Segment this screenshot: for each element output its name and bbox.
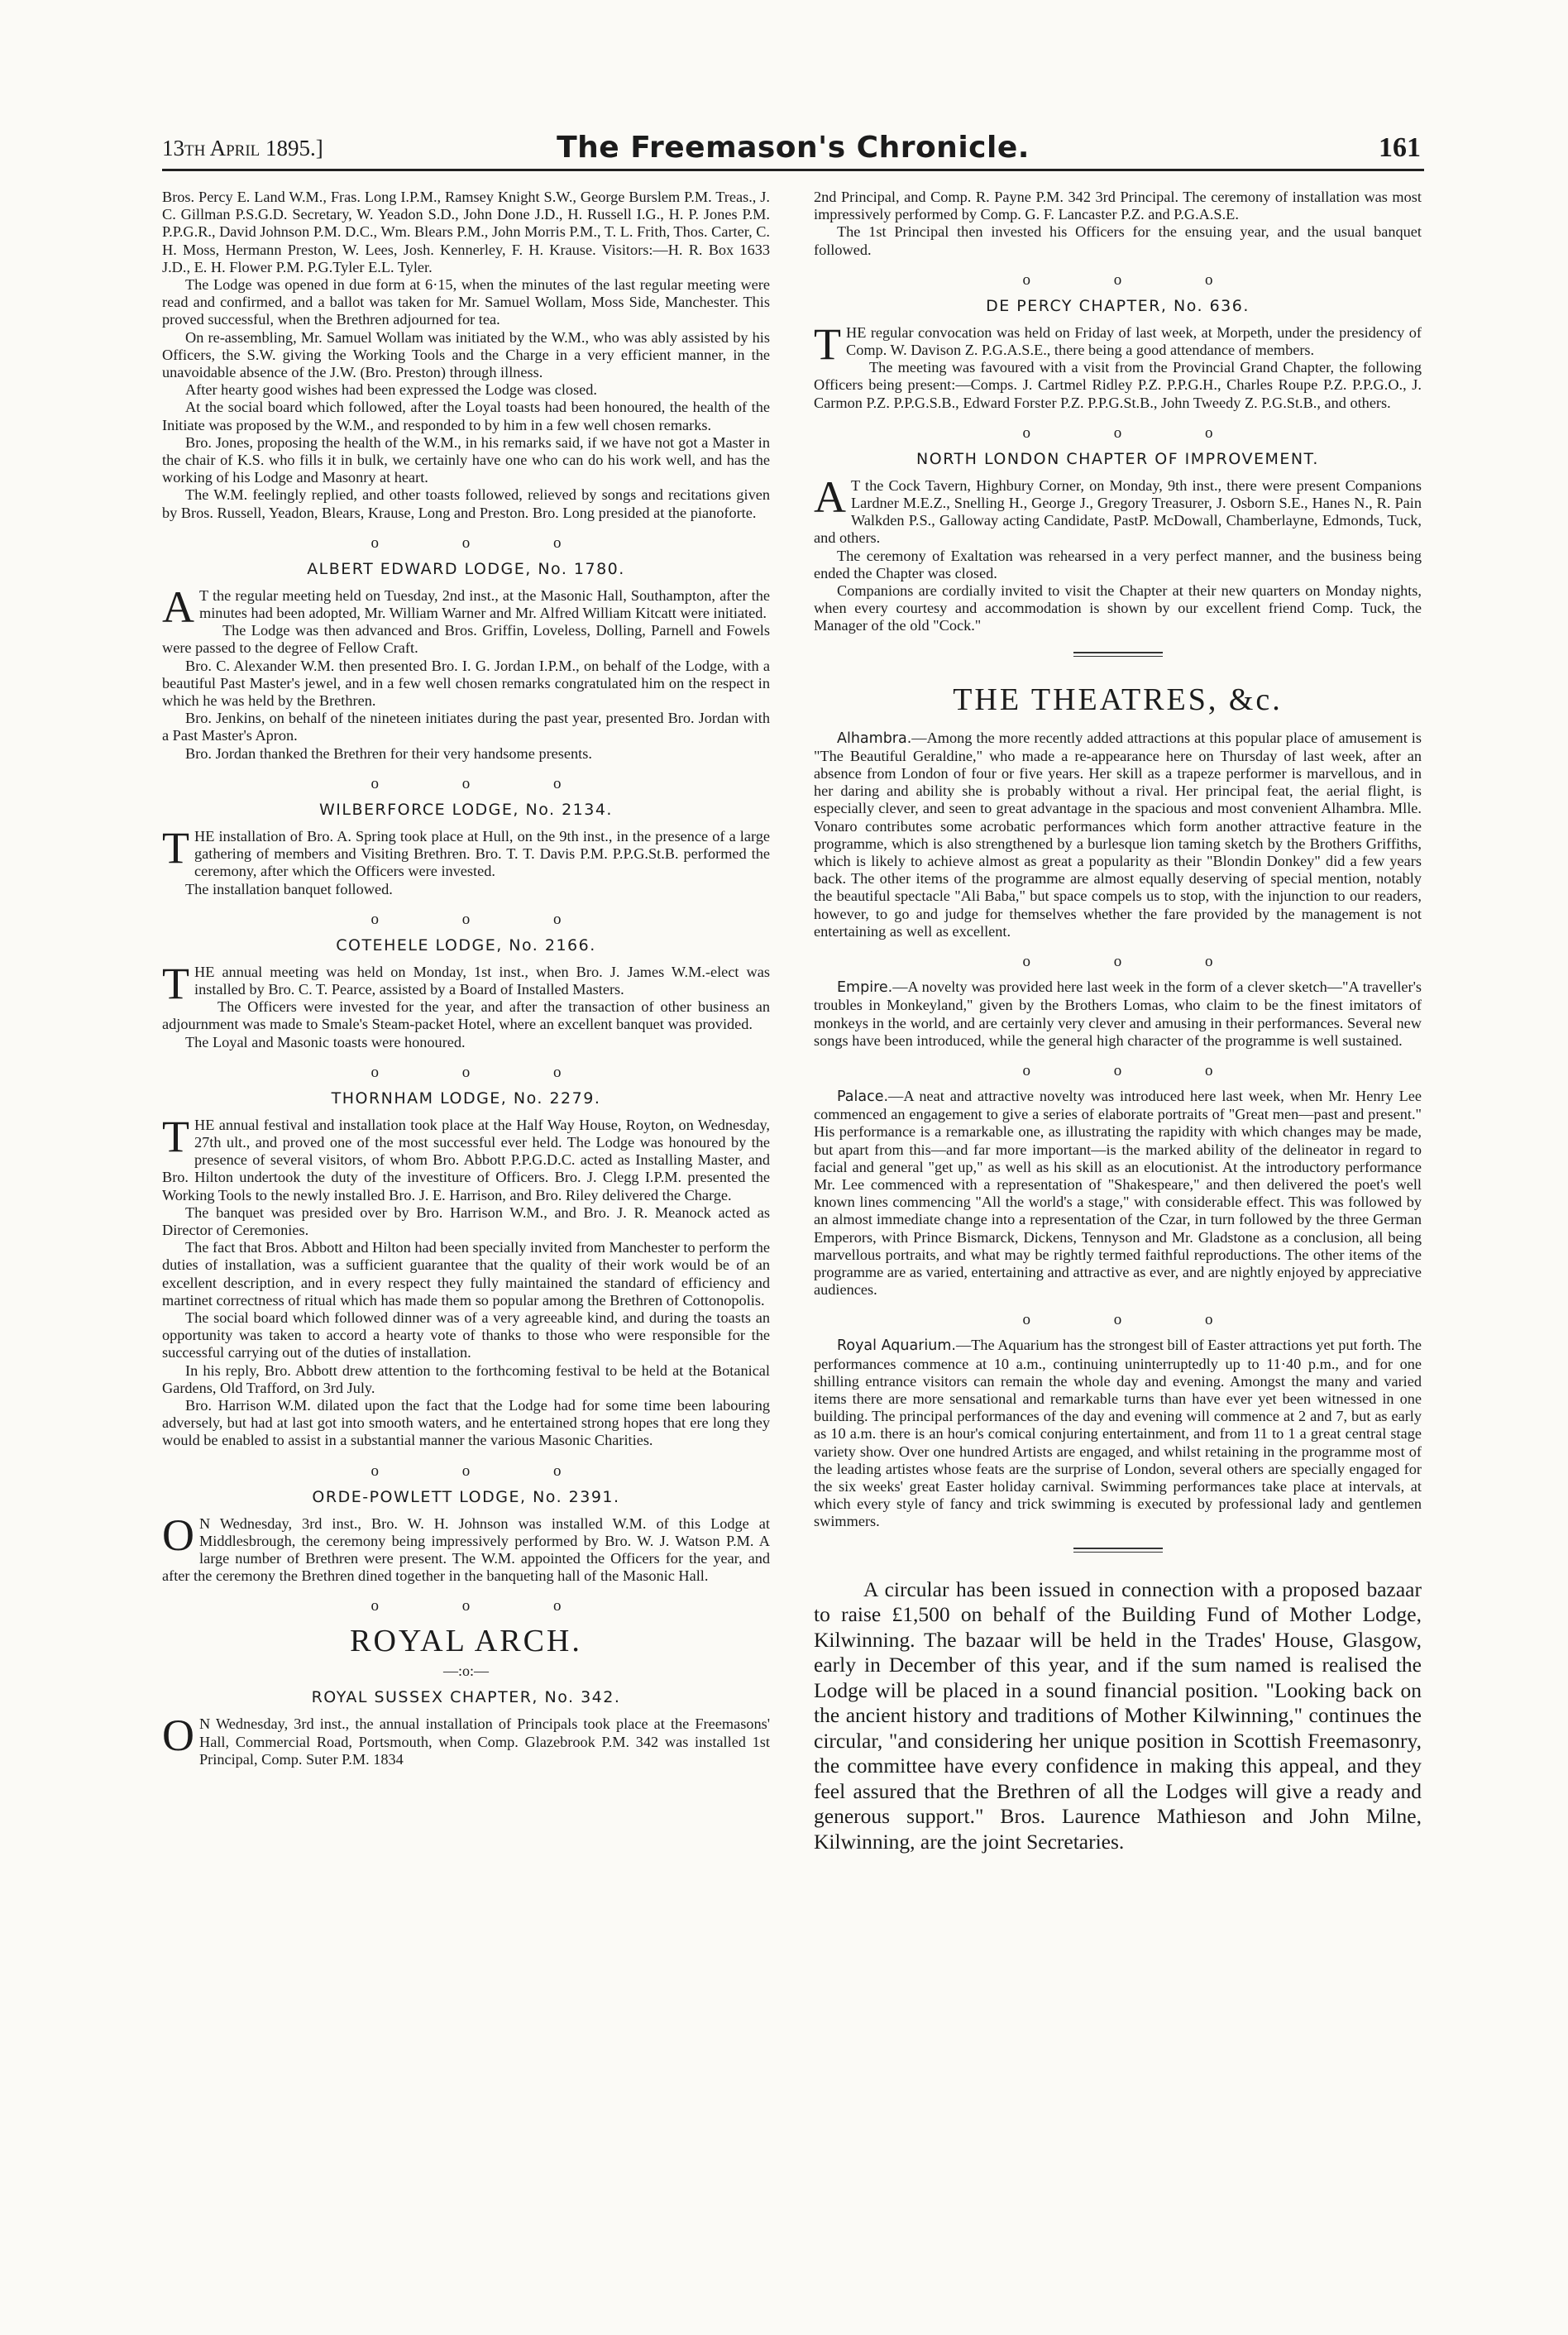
theatres-title: THE THEATRES, &c.	[953, 682, 1283, 717]
section-separator: o o o	[370, 1063, 601, 1081]
article-paragraph: Bro. Jordan thanked the Brethren for their very handsome presents.	[185, 744, 592, 762]
article-paragraph: The W.M. feelingly replied, and other toasts followed, relieved by songs and recitations given by Bros. Russell, Yeadon, Blears, Krause, Long and Preston. Bro. Long presided at the pianoforte.	[162, 486, 770, 521]
drop-cap: T	[814, 318, 841, 369]
section-separator: o o o	[1022, 953, 1253, 971]
article-paragraph: Bro. Jones, proposing the health of the W.M., in his remarks said, if we have not got a Master in the chair of K.S. who fills it in bulk, we certainly have one who can do his work well, and has the working of his Lodge and Masonry at heart.	[162, 433, 770, 486]
article-paragraph: O N Wednesday, 3rd inst., Bro. W. H. Johnson was installed W.M. of this Lodge at Middlesbrough, the ceremony being impressively performed by Bro. W. J. Watson P.M. A large number of Brethren were present. The W.M. appointed the Officers for the year, and after the ceremony the Brethren dined together in the banqueting hall of the Masonic Hall.	[162, 1510, 770, 1585]
article-paragraph: O N Wednesday, 3rd inst., the annual installation of Principals took place at the Freemasons' Hall, Commercial Road, Portsmouth, when Comp. Glazebrook P.M. 342 was installed 1st Principal, Comp. Suter P.M. 1834	[162, 1711, 770, 1768]
drop-cap: O	[162, 1510, 194, 1560]
article-paragraph: The Loyal and Masonic toasts were honoured.	[185, 1033, 466, 1050]
article-paragraph: Alhambra.—Among the more recently added attractions at this popular place of amusement is "The Beautiful Geraldine," who made a re-appearance here on Thursday of last week, after an absence from London of four or five years. Her skill as a trapeze performer is marvellous, and in her daring and ability she is probably without a rival. Her principal feat, the aerial flight, is especially clever, and seen to great advantage in the spacious and most convenient Alhambra. Mlle. Vonaro contributes some acrobatic performances which form another attractive feature in the programme, which is also strengthened by a burlesque lion taming sketch by the Brothers Griffiths, which is likely to achieve almost as great a popularity as their "Blondin Donkey" did a few years back. The other items of the programme are almost equally deserving of special mention, notably the beautiful spectacle "Ali Baba," but space compels us to stop, with the injunction to our readers, however, to go and judge for themselves whether the fare provided by the management is not entertaining as well as excellent.	[814, 729, 1422, 940]
article-paragraph: At the social board which followed, after the Loyal toasts had been honoured, the health of the Initiate was proposed by the W.M., and responded to by him in a few well chosen remarks.	[162, 399, 770, 433]
article-paragraph: THE installation of Bro. A. Spring took place at Hull, on the 9th inst., in the presence of a large gathering of members and Visiting Brethren. Bro. T. T. Davis P.M. P.P.G.St.B. performed the ceremony, after which the Officers were invested.	[162, 822, 770, 880]
article-paragraph: THE regular convocation was held on Friday of last week, at Morpeth, under the presidency of Comp. W. Davison Z. P.G.A.S.E., there being a good attendance of members.	[814, 318, 1422, 369]
section-separator: o o o	[370, 774, 601, 792]
article-paragraph: Bros. Percy E. Land W.M., Fras. Long I.P.M., Ramsey Knight S.W., George Burslem P.M. Treas., J. C. Gillman P.S.G.D. Secretary, W. Yeadon S.D., John Done J.D., H. Russell I.G., H. P. Jones P.M. P.P.G.R., David Johnson P.M. D.C., Wm. Blears P.M., John Morris P.M., T. L. Frith, Thos. Carter, C. H. Moss, Hermann Preston, W. Lees, Josh. Kennerley, F. H. Krause. Visitors:—H. R. Box 1633 J.D., E. H. Flower P.M. P.G.Tyler E.L. Tyler.	[162, 189, 770, 275]
title-ornament: —:o:—	[442, 1663, 489, 1680]
section-rule	[1073, 1548, 1163, 1553]
article-paragraph: THE annual festival and installation took place at the Half Way House, Royton, on Wednesday, 27th ult., and proved one of the most successful ever held. The Lodge was honoured by the presence of several visitors, of whom Bro. Abbott P.P.G.D.C. acted as Installing Master, and Bro. Hilton undertook the duty of the investiture of Officers. Bro. J. Clegg I.P.M. presented the Working Tools to the newly installed Bro. J. E. Harrison, and Bro. Riley delivered the Charge.	[162, 1111, 770, 1203]
issue-date: 13th April 1895.]	[162, 136, 323, 160]
section-heading: WILBERFORCE LODGE, No. 2134.	[319, 800, 613, 819]
section-heading: DE PERCY CHAPTER, No. 636.	[986, 296, 1250, 315]
article-paragraph: The installation banquet followed.	[185, 880, 393, 897]
section-heading: ALBERT EDWARD LODGE, No. 1780.	[307, 559, 625, 578]
article-paragraph: Companions are cordially invited to visit the Chapter at their new quarters on Monday nights, when every courtesy and accommodation is shown by our excellent friend Comp. Tuck, the Manager of the old "Cock."	[814, 582, 1422, 634]
article-paragraph: Bro. Jenkins, on behalf of the nineteen initiates during the past year, presented Bro. Jordan with a Past Master's Apron.	[162, 710, 770, 744]
article-paragraph: Royal Aquarium.—The Aquarium has the strongest bill of Easter attractions yet put forth. The performances commence at 10 a.m., continuing uninterruptedly up to 11·40 p.m., and for one shilling entrance visitors can remain the whole day and evening. Amongst the many and varied items there are more sensational and remarkable turns than have ever yet been witnessed in one building. The principal performances of the day and evening will commence at 2 and 7, but as early as 10 a.m. there is an hour's comical conjuring entertainment, and from 11 to 1 a great central stage variety show. Over one hundred Artists are engaged, and whilst retaining in the programme most of the leading artistes whose feats are the surprise of London, several others are specially engaged for the six weeks' great Easter holiday carnival. Swimming performances take place at intervals, at which every style of fancy and trick swimming is executed by professional lady and gentlemen swimmers.	[814, 1337, 1422, 1530]
venue-lead: Palace.	[837, 1088, 889, 1105]
article-paragraph: THE annual meeting was held on Monday, 1st inst., when Bro. J. James W.M.-elect was installed by Bro. C. T. Pearce, assisted by a Board of Installed Masters.	[162, 958, 770, 1008]
venue-lead: Royal Aquarium.	[837, 1337, 956, 1355]
article-paragraph: Palace.—A neat and attractive novelty was introduced here last week, when Mr. Henry Lee commenced an engagement to give a series of elaborate portraits of "Great men—past and present." His performance is a remarkable one, as illustrating the rapidity with which changes may be made, but apart from this—and far more important—is the marked ability of the delineator in regard to facial and general "get up," as well as his skill as an elocutionist. At the introductory performance Mr. Lee commenced with a representation of "Shakespeare," and then delivered the poet's well known lines commencing "All the world's a stage," with considerable effect. This was followed by an almost immediate change into a representation of the Czar, in turn followed by the three German Emperors, with Prince Bismarck, Dickens, Tennyson and Mr. Gladstone as a conclusion, all being marvellous portraits, and what may be rightly termed faithful reproductions. The other items of the programme are as varied, entertaining and attractive as ever, and are nightly enjoyed by appreciative audiences.	[814, 1087, 1422, 1299]
section-separator: o o o	[370, 1462, 601, 1480]
page-number: 161	[1379, 132, 1421, 163]
section-separator: o o o	[1022, 1061, 1253, 1079]
article-paragraph: The Lodge was opened in due form at 6·15, when the minutes of the last regular meeting were read and confirmed, and a ballot was taken for Mr. Samuel Wollam, Moss Side, Manchester. This proved successful, when the Brethren adjourned for tea.	[162, 276, 770, 328]
section-separator: o o o	[1022, 423, 1253, 442]
article-paragraph: The fact that Bros. Abbott and Hilton had been specially invited from Manchester to perform the duties of installation, was a sufficient guarantee that the quality of their work would be of an excellent description, and in every respect they fully maintained the standard of efficiency and martinet correctness of ritual which has made them so popular among the Brethren of Cottonopolis.	[162, 1239, 770, 1309]
article-paragraph: Bro. C. Alexander W.M. then presented Bro. I. G. Jordan I.P.M., on behalf of the Lodge, with a beautiful Past Master's jewel, and in a few well chosen remarks congratulated him on the respect in which he was held by the Brethren.	[162, 657, 770, 710]
drop-cap: O	[162, 1711, 194, 1761]
section-rule	[1073, 652, 1163, 657]
article-paragraph: The meeting was favoured with a visit from the Provincial Grand Chapter, the following Officers being present:—Comps. J. Cartmel Ridley P.Z. P.P.G.H., Charles Roupe P.Z. P.P.G.O., J. Carmon P.Z. P.P.G.S.B., Edward Forster P.Z. P.P.G.St.B., John Tweedy Z. P.G.St.B., and others.	[814, 359, 1422, 411]
article-paragraph: On re-assembling, Mr. Samuel Wollam was initiated by the W.M., who was ably assisted by his Officers, the S.W. giving the Working Tools and the Charge in a very efficient manner, in the unavoidable absence of the J.W. (Bro. Preston) through illness.	[162, 328, 770, 381]
section-heading: THORNHAM LODGE, No. 2279.	[331, 1089, 601, 1108]
royal-arch-title: ROYAL ARCH.	[350, 1624, 582, 1659]
section-heading: NORTH LONDON CHAPTER OF IMPROVEMENT.	[916, 449, 1319, 468]
drop-cap: T	[162, 822, 189, 873]
circular-paragraph: A circular has been issued in connection with a proposed bazaar to raise £1,500 on behalf of the Building Fund of Mother Lodge, Kilwinning. The bazaar will be held in the Trades' House, Glasgow, early in December of this year, and if the sum named is realised the Lodge will be placed in a sound financial position. "Looking back on the ancient history and traditions of Mother Kilwinning," continues the circular, "and considering her unique position in Scottish Freemasonry, the committee have every confidence in making this appeal, and they feel assured that the Brethren of all the Lodges will give a ready and generous support." Bros. Laurence Mathieson and John Milne, Kilwinning, are the joint Secretaries.	[814, 1577, 1422, 1854]
article-paragraph: 2nd Principal, and Comp. R. Payne P.M. 342 3rd Principal. The ceremony of installation was most impressively performed by Comp. G. F. Lancaster P.Z. and P.G.A.S.E.	[814, 189, 1422, 223]
article-paragraph: The 1st Principal then invested his Officers for the ensuing year, and the usual banquet followed.	[814, 223, 1422, 258]
venue-lead: Empire.	[837, 979, 893, 997]
left-column	[162, 189, 770, 1768]
article-paragraph: A T the Cock Tavern, Highbury Corner, on Monday, 9th inst., there were present Companions Lardner M.E.Z., Snelling H., George J., Gregory Treasurer, J. Osborn S.E., Hanes N., R. Pain Walkden P.S., Galloway acting Candidate, PastP. McDowall, Chamberlayne, Edmonds, Tuck, and others.	[814, 471, 1422, 547]
section-separator: o o o	[370, 910, 601, 928]
section-separator: o o o	[1022, 270, 1253, 289]
drop-cap: A	[814, 471, 846, 522]
article-paragraph: The social board which followed dinner was of a very agreeable kind, and during the toasts an opportunity was taken to accord a hearty vote of thanks to those who were responsible for the successful carrying out of the duties of installation.	[162, 1309, 770, 1361]
page-header	[162, 131, 1424, 171]
drop-cap: T	[162, 1111, 189, 1161]
venue-lead: Alhambra.	[837, 730, 912, 747]
article-paragraph: The Officers were invested for the year, and after the transaction of other business an adjournment was made to Smale's Steam-packet Hotel, where an excellent banquet was provided.	[162, 998, 770, 1033]
article-paragraph: The ceremony of Exaltation was rehearsed in a very perfect manner, and the business being ended the Chapter was closed.	[814, 547, 1422, 581]
article-paragraph: Empire.—A novelty was provided here last week in the form of a clever sketch—"A traveller's troubles in Monkeyland," given by the Brothers Lomas, who claim to be the finest imitators of monkeys in the world, and are certainly very clever and amusing in their performances. Several new songs have been introduced, while the general high character of the programme is well sustained.	[814, 978, 1422, 1049]
masthead-title: The Freemason's Chronicle.	[557, 131, 1030, 165]
drop-cap: A	[162, 581, 194, 632]
section-heading: ORDE-POWLETT LODGE, No. 2391.	[312, 1487, 620, 1506]
section-separator: o o o	[1022, 1311, 1253, 1329]
right-column	[814, 189, 1422, 1854]
section-separator: o o o	[370, 534, 601, 552]
section-heading: ROYAL SUSSEX CHAPTER, No. 342.	[311, 1688, 621, 1707]
section-separator: o o o	[370, 1597, 601, 1615]
drop-cap: T	[162, 958, 189, 1008]
article-paragraph: After hearty good wishes had been expressed the Lodge was closed.	[185, 381, 598, 399]
section-heading: COTEHELE LODGE, No. 2166.	[336, 935, 596, 955]
article-paragraph: The banquet was presided over by Bro. Harrison W.M., and Bro. J. R. Meanock acted as Director of Ceremonies.	[162, 1203, 770, 1238]
article-paragraph: In his reply, Bro. Abbott drew attention to the forthcoming festival to be held at the Botanical Gardens, Old Trafford, on 3rd July.	[162, 1361, 770, 1396]
article-paragraph: The Lodge was then advanced and Bros. Griffin, Loveless, Dolling, Parnell and Fowels were passed to the degree of Fellow Craft.	[162, 622, 770, 657]
article-paragraph: A T the regular meeting held on Tuesday, 2nd inst., at the Masonic Hall, Southampton, after the minutes had been adopted, Mr. William Warner and Mr. Alfred William Kitcatt were initiated.	[162, 581, 770, 632]
article-paragraph: Bro. Harrison W.M. dilated upon the fact that the Lodge had for some time been labouring adversely, but had at last got into smooth waters, and he entertained strong hopes that ere long they would be enabled to assist in a substantial manner the various Masonic Charities.	[162, 1396, 770, 1449]
